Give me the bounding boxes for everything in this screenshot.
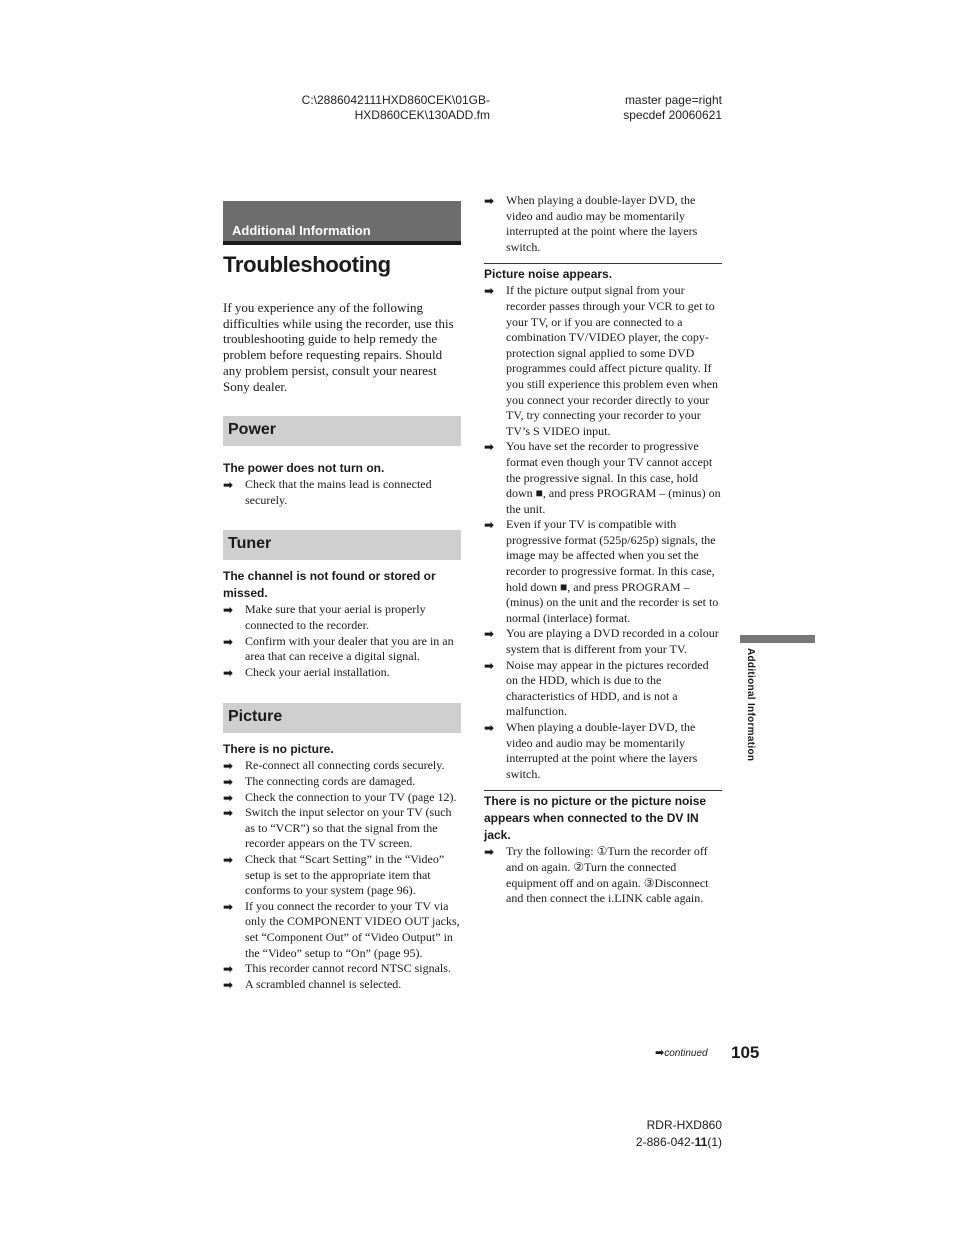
arrow-right-icon: ➡ xyxy=(223,790,234,805)
list-item: ➡ Switch the input selector on your TV (such as to “VCR”) so that the signal from the recorder appears on the TV screen. xyxy=(223,805,452,851)
list-item: ➡ You have set the recorder to progressive format even though your TV cannot accept the progressive signal. In this case, hold down ■, and press PROGRAM – (minus) on the unit. xyxy=(484,439,721,516)
category-power: Power xyxy=(223,416,461,446)
arrow-right-icon: ➡ xyxy=(484,721,495,735)
arrow-right-icon: ➡ xyxy=(223,478,234,493)
solution-list xyxy=(223,758,461,992)
problem-heading: Picture noise appears. xyxy=(484,267,613,282)
page-title: Troubleshooting xyxy=(223,252,391,277)
solution-list xyxy=(223,602,461,680)
arrow-right-icon: ➡ xyxy=(223,603,234,618)
arrow-right-icon: ➡ xyxy=(484,627,495,642)
list-item: ➡ This recorder cannot record NTSC signals. xyxy=(223,961,451,977)
list-item: ➡ When playing a double-layer DVD, the video and audio may be momentarily interrupted at the point where the layers switch. xyxy=(484,720,698,781)
list-item: ➡ The connecting cords are damaged. xyxy=(223,773,416,789)
continued-marker: ➡continued xyxy=(655,1046,708,1059)
list-item: ➡ Even if your TV is compatible with progressive format (525p/625p) signals, the image may be affected when you set the recorder to progressive format. In this case, hold down ■, and press PROGRAM – (minus) on the unit and the recorder is set to normal (interlace) format. xyxy=(484,517,719,625)
file-path: C:\2886042111HXD860CEK\01GB- HXD860CEK\130ADD.fm xyxy=(301,93,490,122)
solution-list xyxy=(223,477,461,508)
problem-heading: The power does not turn on. xyxy=(223,461,385,476)
page-number: 105 xyxy=(731,1043,760,1062)
divider xyxy=(484,263,722,264)
solution-list xyxy=(484,283,722,782)
list-item: ➡ If the picture output signal from your recorder passes through your VCR to get to your TV, or if you are connected to a combination TV/VIDEO player, the copy-protection signal applied to some DVD programmes could affect picture quality. If you still experience this problem even when you connect your recorder directly to your TV, try connecting your recorder to your TV’s S VIDEO input. xyxy=(484,283,718,438)
arrow-right-icon: ➡ xyxy=(223,977,234,992)
list-item: ➡ Check your aerial installation. xyxy=(223,664,390,680)
footer-model-info: RDR-HXD860 2-886-042-11(1) xyxy=(635,1118,722,1149)
intro-paragraph: If you experience any of the following difficulties while using the recorder, use this troubleshooting guide to help remedy the problem before requesting repairs. Should any problem persist, consult your nearest Sony dealer. xyxy=(223,300,454,394)
list-item: ➡ Check the connection to your TV (page 12). xyxy=(223,789,457,805)
side-tab-bar xyxy=(740,635,815,643)
arrow-right-icon: ➡ xyxy=(223,634,234,649)
category-picture: Picture xyxy=(223,703,461,733)
list-item: ➡ Check that “Scart Setting” in the “Video” setup is set to the appropriate item that conforms to your system (page 96). xyxy=(223,851,445,898)
list-item: ➡ Noise may appear in the pictures recorded on the HDD, which is due to the characteristics of HDD, and is not a malfunction. xyxy=(484,657,709,719)
list-item: ➡ Confirm with your dealer that you are in an area that can receive a digital signal. xyxy=(223,633,454,664)
arrow-right-icon: ➡ xyxy=(655,1046,665,1059)
problem-heading: There is no picture. xyxy=(223,742,334,757)
arrow-right-icon: ➡ xyxy=(223,852,234,867)
list-item: ➡ Try the following: ①Turn the recorder off and on again. ②Turn the connected equipment off and on again. ③Disconnect and then connect the i.LINK cable again. xyxy=(484,844,709,906)
arrow-right-icon: ➡ xyxy=(223,806,234,821)
category-tuner: Tuner xyxy=(223,530,461,560)
arrow-right-icon: ➡ xyxy=(223,962,234,977)
arrow-right-icon: ➡ xyxy=(223,899,234,914)
arrow-right-icon: ➡ xyxy=(223,665,234,680)
arrow-right-icon: ➡ xyxy=(484,518,495,533)
arrow-right-icon: ➡ xyxy=(484,440,495,455)
solution-list xyxy=(484,193,722,255)
problem-heading: The channel is not found or stored or missed. xyxy=(223,569,436,601)
list-item: ➡ A scrambled channel is selected. xyxy=(223,976,402,992)
divider xyxy=(484,790,722,791)
arrow-right-icon: ➡ xyxy=(484,658,495,673)
arrow-right-icon: ➡ xyxy=(223,774,234,789)
arrow-right-icon: ➡ xyxy=(223,759,234,774)
right-column xyxy=(484,193,722,907)
list-item: ➡ Re-connect all connecting cords securely. xyxy=(223,758,445,774)
solution-list xyxy=(484,844,722,906)
list-item: ➡ If you connect the recorder to your TV via only the COMPONENT VIDEO OUT jacks, set “Component Out” of “Video Output” in the “Video” setup to “On” (page 95). xyxy=(223,898,460,960)
list-item: ➡ Check that the mains lead is connected securely. xyxy=(223,477,432,507)
problem-heading: There is no picture or the picture noise appears when connected to the DV IN jack. xyxy=(484,794,707,843)
list-item: ➡ When playing a double-layer DVD, the video and audio may be momentarily interrupted at the point where the layers switch. xyxy=(484,193,698,254)
arrow-right-icon: ➡ xyxy=(484,845,495,860)
section-band: Additional Information xyxy=(223,201,461,245)
side-tab-label: Additional Information xyxy=(745,648,756,762)
left-column xyxy=(223,201,461,992)
arrow-right-icon: ➡ xyxy=(484,284,495,299)
master-page-info: master page=right specdef 20060621 xyxy=(623,93,722,122)
arrow-right-icon: ➡ xyxy=(484,194,495,208)
list-item: ➡ You are playing a DVD recorded in a colour system that is different from your TV. xyxy=(484,626,719,657)
list-item: ➡ Make sure that your aerial is properly connected to the recorder. xyxy=(223,602,426,632)
